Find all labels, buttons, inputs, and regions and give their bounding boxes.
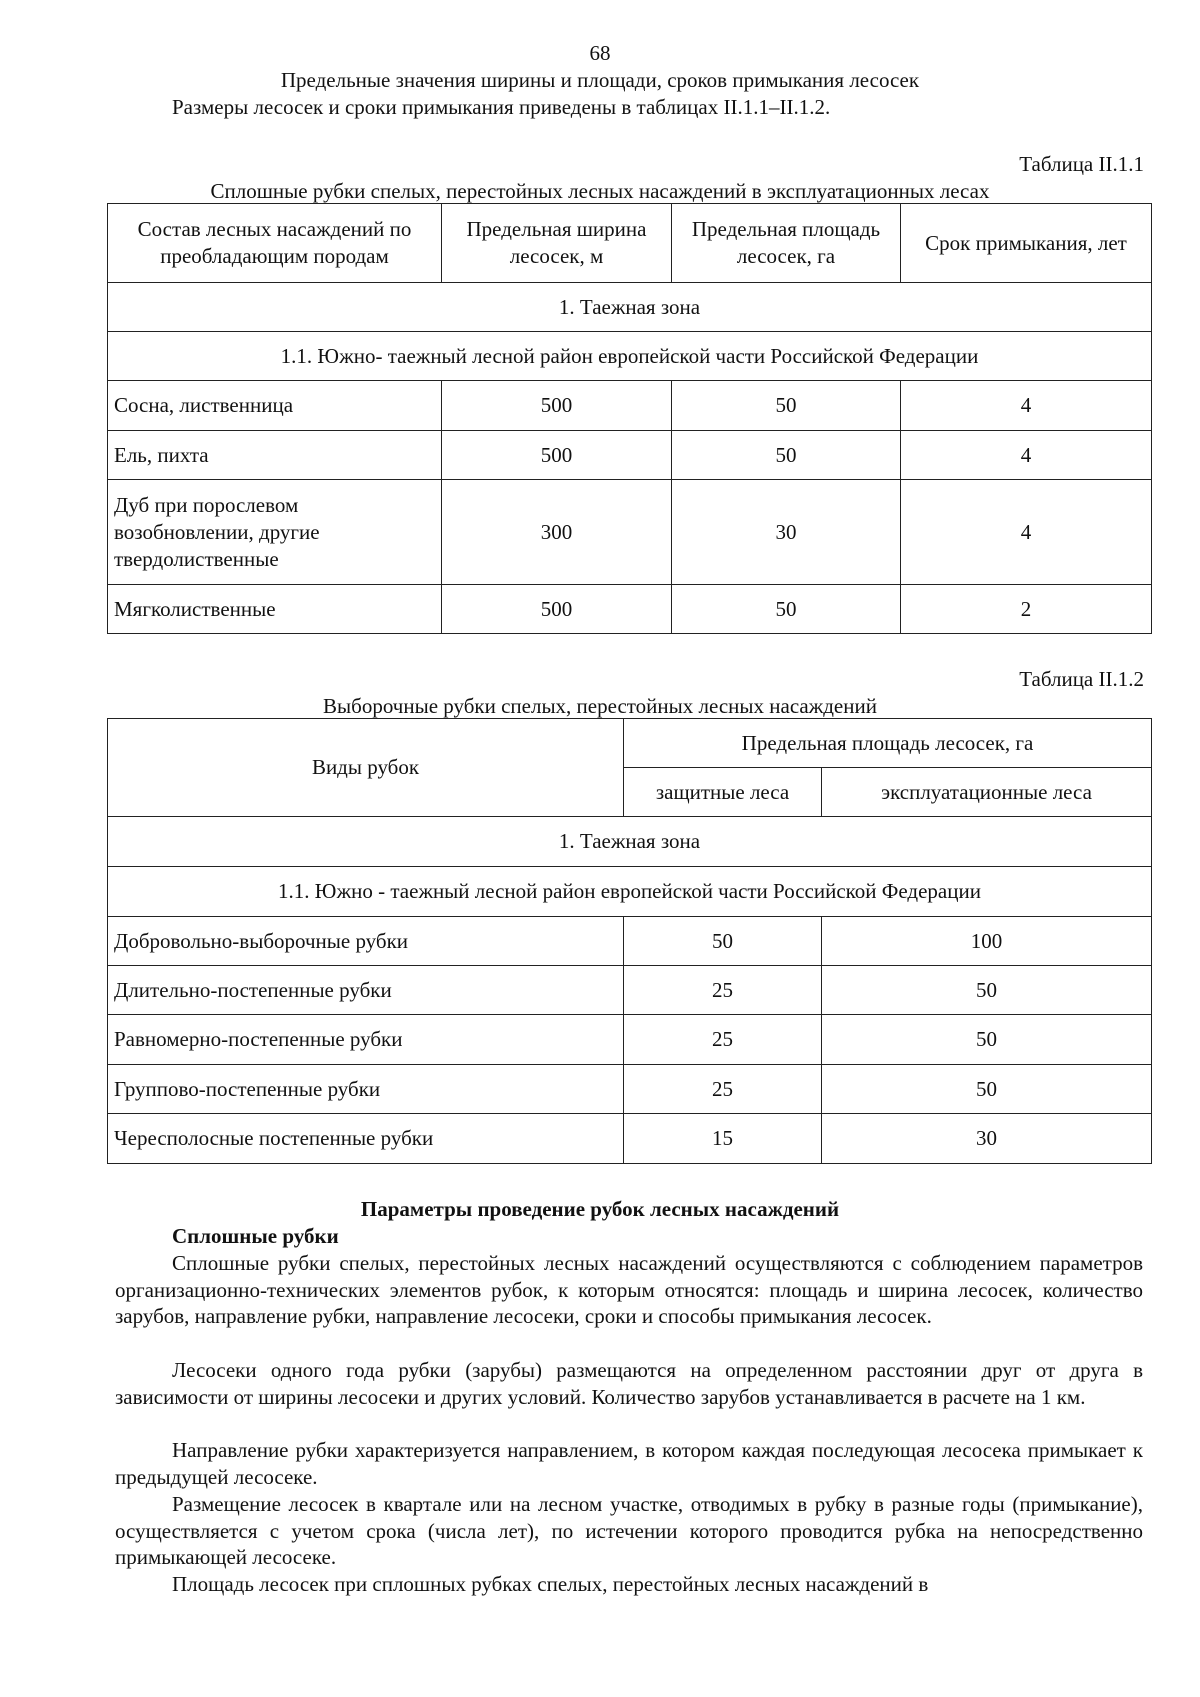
table-row xyxy=(108,480,1152,585)
paragraph: Сплошные рубки спелых, перестойных лесных насаждений осуществляются с соблюдением параметров организационно-технических элементов рубок, к которым относятся: площадь и ширина лесосек, количество зарубов, направление рубки, направление лесосеки, сроки и способы примыкания лесосек. xyxy=(115,1251,1143,1328)
table-row xyxy=(108,431,1152,480)
table-clear-cutting xyxy=(107,203,1152,634)
table1-zone: 1. Таежная зона xyxy=(108,283,1152,332)
table2-cell-protective: 25 xyxy=(624,1015,822,1065)
table1-zone-row xyxy=(108,283,1152,332)
table1-cell-term: 4 xyxy=(901,431,1152,480)
table2-cell-type: Равномерно-постепенные рубки xyxy=(108,1015,624,1065)
table-row xyxy=(108,585,1152,634)
table1-cell-species: Дуб при порослевом возобновлении, другие твердолиственные xyxy=(108,480,442,585)
table1-region: 1.1. Южно- таежный лесной район европейской части Российской Федерации xyxy=(108,332,1152,381)
table2-zone-row xyxy=(108,817,1152,867)
table1-cell-species: Ель, пихта xyxy=(108,431,442,480)
table1-header-composition: Состав лесных насаждений по преобладающим породам xyxy=(108,204,442,283)
table2-region-row xyxy=(108,867,1152,917)
table1-cell-width: 500 xyxy=(442,585,672,634)
table1-cell-width: 300 xyxy=(442,480,672,585)
table1-caption: Сплошные рубки спелых, перестойных лесных насаждений в эксплуатационных лесах xyxy=(210,179,990,203)
table2-header-exploitation: эксплуатационные леса xyxy=(822,768,1152,817)
table2-cell-exploitation: 50 xyxy=(822,966,1152,1015)
paragraph: Направление рубки характеризуется направлением, в котором каждая последующая лесосека примыкает к предыдущей лесосеке. xyxy=(115,1438,1143,1489)
table1-label: Таблица II.1.1 xyxy=(1019,152,1144,176)
table2-cell-protective: 25 xyxy=(624,966,822,1015)
table1-region-row xyxy=(108,332,1152,381)
table2-cell-protective: 50 xyxy=(624,917,822,966)
table1-header-area: Предельная площадь лесосек, га xyxy=(672,204,901,283)
table2-cell-exploitation: 100 xyxy=(822,917,1152,966)
table1-cell-area: 50 xyxy=(672,381,901,431)
table-row xyxy=(108,966,1152,1015)
paragraph: Площадь лесосек при сплошных рубках спелых, перестойных лесных насаждений в xyxy=(172,1572,929,1596)
document-subheading: Размеры лесосек и сроки примыкания приведены в таблицах II.1.1–II.1.2. xyxy=(172,95,831,119)
table1-cell-area: 50 xyxy=(672,585,901,634)
table1-cell-species: Сосна, лиственница xyxy=(108,381,442,431)
table1-header-row xyxy=(108,204,1152,283)
table-row xyxy=(108,1015,1152,1065)
section-title: Параметры проведение рубок лесных насаждений xyxy=(360,1197,840,1221)
table-row xyxy=(108,381,1152,431)
table2-cell-protective: 25 xyxy=(624,1065,822,1114)
table2-region: 1.1. Южно - таежный лесной район европейской части Российской Федерации xyxy=(108,867,1152,917)
table-row xyxy=(108,1114,1152,1164)
table-row xyxy=(108,917,1152,966)
table1-header-width: Предельная ширина лесосек, м xyxy=(442,204,672,283)
table1-cell-area: 50 xyxy=(672,431,901,480)
table2-header-type: Виды рубок xyxy=(108,719,624,817)
table2-cell-type: Чересполосные постепенные рубки xyxy=(108,1114,624,1164)
table1-cell-species: Мягколиственные xyxy=(108,585,442,634)
section-subtitle: Сплошные рубки xyxy=(172,1224,339,1248)
table2-cell-protective: 15 xyxy=(624,1114,822,1164)
table2-label: Таблица II.1.2 xyxy=(1019,667,1144,691)
table2-header-row xyxy=(108,719,1152,768)
table2-cell-type: Добровольно-выборочные рубки xyxy=(108,917,624,966)
table1-cell-term: 2 xyxy=(901,585,1152,634)
table2-cell-type: Длительно-постепенные рубки xyxy=(108,966,624,1015)
table-row xyxy=(108,1065,1152,1114)
table2-cell-type: Группово-постепенные рубки xyxy=(108,1065,624,1114)
table2-header-protective: защитные леса xyxy=(624,768,822,817)
document-heading: Предельные значения ширины и площади, сроков примыкания лесосек xyxy=(280,68,920,92)
table2-cell-exploitation: 30 xyxy=(822,1114,1152,1164)
paragraph: Размещение лесосек в квартале или на лесном участке, отводимых в рубку в разные годы (примыкание), осуществляется с учетом срока (числа лет), по истечении которого проводится рубка на непосредственно примыкающей лесосеке. xyxy=(115,1492,1143,1569)
table2-cell-exploitation: 50 xyxy=(822,1015,1152,1065)
page-number: 68 xyxy=(589,41,611,65)
table1-cell-width: 500 xyxy=(442,381,672,431)
paragraph: Лесосеки одного года рубки (зарубы) размещаются на определенном расстоянии друг от друга в зависимости от ширины лесосеки и других условий. Количество зарубов устанавливается в расчете на 1 км. xyxy=(115,1358,1143,1409)
table1-cell-term: 4 xyxy=(901,381,1152,431)
table1-cell-area: 30 xyxy=(672,480,901,585)
table1-cell-width: 500 xyxy=(442,431,672,480)
table2-caption: Выборочные рубки спелых, перестойных лесных насаждений xyxy=(323,694,877,718)
table2-header-area: Предельная площадь лесосек, га xyxy=(624,719,1152,768)
table-selective-cutting xyxy=(107,718,1152,1164)
table2-cell-exploitation: 50 xyxy=(822,1065,1152,1114)
table1-header-term: Срок примыкания, лет xyxy=(901,204,1152,283)
table2-zone: 1. Таежная зона xyxy=(108,817,1152,867)
table1-cell-term: 4 xyxy=(901,480,1152,585)
